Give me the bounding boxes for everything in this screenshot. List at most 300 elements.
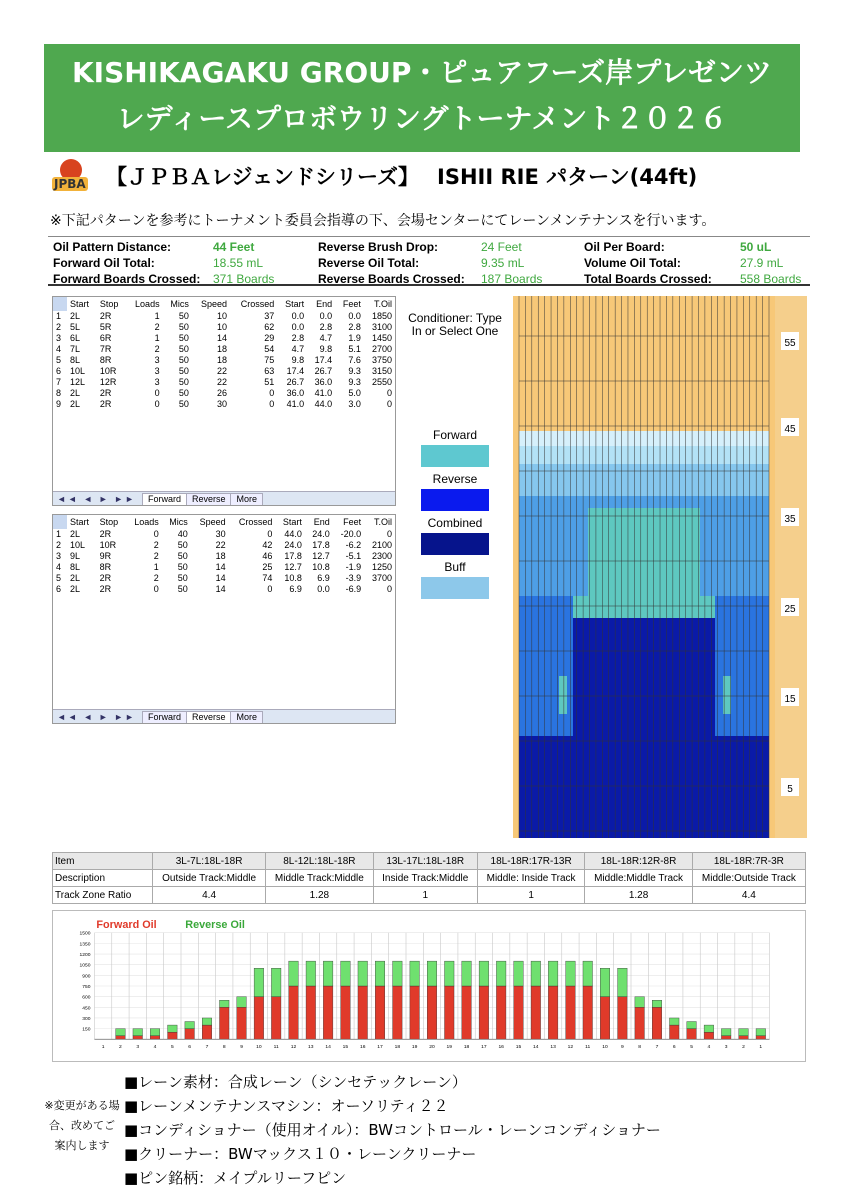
forward-oil-bar	[237, 1007, 247, 1039]
sheet-nav-arrows[interactable]: ◄◄ ◄ ► ►►	[57, 493, 136, 504]
table-cell[interactable]: 41.0	[314, 388, 333, 398]
table-cell[interactable]: 0.0	[319, 311, 333, 321]
forward-oil-bar	[168, 1032, 178, 1039]
table-cell[interactable]: 9.8	[291, 355, 305, 365]
table-cell: Item	[53, 853, 153, 870]
tab-forward[interactable]: Forward	[142, 711, 187, 723]
table-row[interactable]	[53, 573, 395, 584]
table-cell[interactable]: 50	[177, 584, 188, 594]
column-header: End	[307, 297, 335, 311]
table-cell[interactable]: 10.8	[284, 573, 302, 583]
reverse-tabbar	[53, 709, 395, 723]
reverse-table	[53, 515, 395, 595]
table-cell[interactable]: 50	[178, 311, 189, 321]
reverse-oil-bar	[756, 1029, 766, 1036]
table-row[interactable]	[53, 333, 395, 344]
table-cell[interactable]: 0	[386, 388, 392, 398]
reverse-oil-bar	[445, 961, 455, 986]
table-cell[interactable]: 5.1	[348, 344, 361, 354]
select-all-corner[interactable]	[53, 515, 67, 529]
table-cell[interactable]: 3.0	[348, 399, 361, 409]
table-cell: 4.4	[692, 887, 805, 904]
table-cell[interactable]: 12L	[70, 377, 86, 387]
forward-oil-bar	[462, 986, 472, 1039]
reverse-oil-bar	[150, 1029, 160, 1036]
table-header-row	[53, 515, 395, 529]
table-cell[interactable]: 2L	[70, 311, 81, 321]
table-cell[interactable]: 6L	[70, 333, 81, 343]
table-cell[interactable]: 36.0	[286, 388, 305, 398]
reverse-oil-bar	[202, 1018, 212, 1025]
table-cell[interactable]: 10	[217, 311, 228, 321]
column-header: Stop	[97, 515, 126, 529]
table-cell[interactable]: 5	[56, 355, 62, 365]
conditioner-select[interactable]: Conditioner: Type In or Select One	[408, 311, 502, 338]
table-cell[interactable]: 26	[217, 388, 228, 398]
table-cell[interactable]: 41.0	[286, 399, 305, 409]
table-cell: 18L-18R:12R-8R	[585, 853, 692, 870]
sheet-nav-arrows[interactable]: ◄◄ ◄ ► ►►	[57, 711, 136, 722]
table-cell[interactable]: 0	[153, 529, 159, 539]
table-cell[interactable]: 10L	[70, 366, 86, 376]
table-cell[interactable]: 18	[215, 551, 226, 561]
x-tick-label: 10	[602, 1045, 608, 1051]
ruler-label: 5	[787, 784, 793, 795]
table-cell[interactable]: 3	[154, 377, 160, 387]
table-cell[interactable]: 7L	[70, 344, 81, 354]
table-cell[interactable]: 50	[178, 355, 189, 365]
forward-oil-bar	[687, 1029, 697, 1040]
tab-more[interactable]: More	[230, 711, 263, 723]
table-cell[interactable]: 26.7	[286, 377, 305, 387]
forward-oil-bar	[116, 1036, 126, 1040]
forward-oil-bar	[323, 986, 333, 1039]
table-cell[interactable]: 2R	[99, 311, 112, 321]
table-cell[interactable]: 50	[178, 366, 189, 376]
legend-reverse-oil: Reverse Oil	[185, 918, 245, 931]
table-cell: 8L-12L:18L-18R	[266, 853, 373, 870]
table-cell[interactable]: 10R	[99, 540, 117, 550]
table-cell[interactable]: 0	[386, 399, 392, 409]
table-cell[interactable]: 10R	[99, 366, 117, 376]
x-tick-label: 19	[446, 1045, 453, 1051]
table-cell[interactable]: 2.8	[348, 322, 361, 332]
table-cell[interactable]: 25	[262, 562, 273, 572]
table-cell[interactable]: 0.0	[348, 311, 361, 321]
table-cell[interactable]: 4	[56, 562, 62, 572]
table-row[interactable]	[53, 311, 395, 322]
table-cell[interactable]: 2	[153, 540, 159, 550]
table-cell: Middle: Inside Track	[477, 870, 584, 887]
reverse-oil-bar	[341, 961, 351, 986]
select-all-corner[interactable]	[53, 297, 67, 311]
forward-oil-bar	[254, 997, 264, 1040]
logo-text: JPBA	[54, 177, 86, 191]
ruler-label: 15	[784, 694, 796, 705]
reverse-oil-bar	[185, 1022, 195, 1029]
x-tick-label: 18	[463, 1045, 470, 1051]
stat-label: Reverse Oil Total:	[318, 256, 420, 270]
title-line-2: レディースプロボウリングトーナメント２０２６	[116, 102, 728, 135]
table-cell: 4.4	[153, 887, 266, 904]
legend-item-label: Buff	[444, 560, 466, 574]
table-cell: Inside Track:Middle	[373, 870, 477, 887]
table-cell[interactable]: 37	[264, 311, 275, 321]
forward-oil-bar	[566, 986, 576, 1039]
table-cell[interactable]: 18	[217, 344, 228, 354]
forward-zone	[573, 596, 715, 618]
oil-stats	[48, 236, 810, 286]
x-tick-label: 7	[205, 1045, 209, 1051]
table-cell[interactable]: 9	[56, 399, 62, 409]
reverse-oil-bar	[479, 961, 489, 986]
table-cell[interactable]: 22	[215, 540, 226, 550]
table-cell[interactable]: 2R	[99, 584, 112, 594]
reverse-oil-bar	[116, 1029, 126, 1036]
table-cell[interactable]: 8R	[99, 562, 112, 572]
table-cell[interactable]: 26.7	[314, 366, 333, 376]
table-cell[interactable]: 7R	[99, 344, 112, 354]
y-tick-label: 300	[82, 1016, 91, 1022]
tab-more[interactable]: More	[230, 493, 263, 505]
table-cell[interactable]: -3.9	[345, 573, 362, 583]
table-cell[interactable]: 8L	[70, 355, 81, 365]
stat-label: Oil Per Board:	[584, 240, 665, 254]
reverse-oil-bar	[306, 961, 316, 986]
table-cell[interactable]: 0	[386, 584, 392, 594]
table-cell[interactable]: 50	[177, 540, 188, 550]
table-cell[interactable]: 2L	[70, 529, 81, 539]
ruler-label: 25	[784, 604, 796, 615]
table-cell[interactable]: 2.8	[319, 322, 333, 332]
table-cell: 18L-18R:17R-13R	[477, 853, 584, 870]
stat-value: 18.55 mL	[213, 256, 264, 270]
table-cell[interactable]: 6	[56, 584, 62, 594]
table-row[interactable]	[53, 562, 395, 573]
table-cell[interactable]: 0.0	[291, 311, 305, 321]
forward-oil-bar	[583, 986, 593, 1039]
table-cell[interactable]: 8R	[99, 355, 112, 365]
table-row[interactable]	[53, 366, 395, 377]
table-cell[interactable]: 2L	[70, 584, 81, 594]
x-tick-label: 10	[256, 1045, 262, 1051]
table-cell[interactable]: 7.6	[348, 355, 361, 365]
table-cell[interactable]: 4.7	[291, 344, 305, 354]
table-cell[interactable]: 17.8	[312, 540, 330, 550]
x-tick-label: 2	[119, 1045, 122, 1051]
table-cell[interactable]: 1250	[371, 562, 392, 572]
table-cell[interactable]: 0	[153, 584, 159, 594]
table-cell[interactable]: 2100	[371, 540, 392, 550]
table-cell[interactable]: 6R	[99, 333, 112, 343]
legend-item-label: Combined	[427, 516, 483, 530]
table-cell[interactable]: 3750	[371, 355, 392, 365]
forward-swatch	[421, 445, 489, 467]
x-tick-label: 14	[533, 1045, 539, 1051]
y-tick-label: 900	[82, 974, 91, 980]
forward-zone	[588, 508, 700, 598]
reverse-oil-bar	[566, 961, 576, 986]
table-cell[interactable]: 17.4	[314, 355, 333, 365]
reverse-oil-bar	[583, 961, 593, 986]
table-row	[53, 887, 806, 904]
stat-value: 44 Feet	[213, 240, 255, 254]
table-cell[interactable]: 0.0	[317, 584, 330, 594]
table-cell[interactable]: 22	[217, 366, 228, 376]
table-cell[interactable]: 30	[215, 529, 226, 539]
table-cell[interactable]: 10L	[70, 540, 86, 550]
table-row[interactable]	[53, 399, 395, 410]
table-cell[interactable]: 8	[56, 388, 62, 398]
forward-oil-bar	[185, 1029, 195, 1040]
table-cell[interactable]: 3	[154, 355, 160, 365]
table-cell[interactable]: 2L	[70, 573, 81, 583]
table-cell[interactable]: 24.0	[284, 540, 302, 550]
table-cell[interactable]: -20.0	[340, 529, 362, 539]
forward-oil-bar	[133, 1036, 143, 1040]
table-cell[interactable]: 6.9	[317, 573, 330, 583]
table-cell[interactable]: 2R	[99, 573, 112, 583]
table-cell[interactable]: 75	[264, 355, 275, 365]
table-cell[interactable]: 2R	[99, 388, 112, 398]
spec-cleaner: ■クリーナー：BWマックス１０・レーンクリーナー	[124, 1145, 477, 1163]
table-cell[interactable]: 9L	[70, 551, 81, 561]
table-row[interactable]	[53, 322, 395, 333]
table-cell[interactable]: 1	[153, 562, 159, 572]
table-cell[interactable]: 0	[386, 529, 392, 539]
table-row[interactable]	[53, 551, 395, 562]
table-cell[interactable]: 29	[264, 333, 275, 343]
stat-value: 27.9 mL	[740, 256, 784, 270]
table-cell[interactable]: 2	[56, 322, 62, 332]
table-cell[interactable]: 2L	[70, 388, 81, 398]
table-row[interactable]	[53, 388, 395, 399]
table-cell[interactable]: -6.2	[345, 540, 362, 550]
reverse-oil-bar	[670, 1018, 680, 1025]
reverse-oil-bar	[635, 997, 645, 1008]
x-tick-label: 6	[188, 1045, 192, 1051]
table-cell[interactable]: 0	[267, 529, 273, 539]
table-cell[interactable]: 2R	[99, 399, 112, 409]
table-cell[interactable]: 2R	[99, 529, 112, 539]
table-cell[interactable]: 2.8	[291, 333, 305, 343]
y-tick-label: 600	[82, 995, 91, 1001]
table-cell: 13L-17L:18L-18R	[373, 853, 477, 870]
table-row[interactable]	[53, 355, 395, 366]
y-tick-label: 1200	[79, 953, 91, 958]
spec-machine: ■レーンメンテナンスマシン：オーソリティ２２	[124, 1097, 449, 1115]
x-tick-label: 19	[411, 1045, 418, 1051]
table-cell[interactable]: 0	[154, 399, 160, 409]
y-tick-label: 1050	[79, 963, 91, 969]
table-cell[interactable]: 14	[215, 573, 226, 583]
table-cell[interactable]: 1	[154, 333, 160, 343]
table-cell[interactable]: 50	[177, 551, 188, 561]
table-cell[interactable]: 50	[178, 344, 189, 354]
column-header: T.Oil	[364, 515, 395, 529]
table-cell[interactable]: 5	[56, 573, 62, 583]
table-cell[interactable]: 7	[56, 377, 62, 387]
table-row[interactable]	[53, 584, 395, 595]
tab-reverse[interactable]: Reverse	[186, 711, 232, 723]
column-header: T.Oil	[364, 297, 395, 311]
x-tick-label: 18	[394, 1045, 401, 1051]
table-cell[interactable]: 50	[178, 399, 189, 409]
x-tick-label: 2	[742, 1045, 745, 1051]
tab-reverse[interactable]: Reverse	[186, 493, 232, 505]
table-cell[interactable]: 9.3	[348, 366, 361, 376]
table-cell[interactable]: 8L	[70, 562, 81, 572]
tab-forward[interactable]: Forward	[142, 493, 187, 505]
table-cell[interactable]: 14	[217, 333, 228, 343]
x-tick-label: 3	[136, 1045, 140, 1051]
table-cell: 1.28	[585, 887, 692, 904]
table-cell[interactable]: 2	[154, 344, 160, 354]
table-cell[interactable]: 2	[153, 573, 159, 583]
table-row[interactable]	[53, 529, 395, 540]
table-cell[interactable]: 9.3	[348, 377, 361, 387]
table-cell[interactable]: -5.1	[345, 551, 362, 561]
table-cell[interactable]: 1	[56, 529, 62, 539]
reverse-oil-bar	[652, 1000, 662, 1007]
table-cell[interactable]: 2L	[70, 399, 81, 409]
table-cell[interactable]: 50	[178, 388, 189, 398]
reverse-oil-bar	[514, 961, 524, 986]
table-cell[interactable]: 2550	[371, 377, 392, 387]
table-row[interactable]	[53, 540, 395, 551]
table-cell[interactable]: 3700	[371, 573, 392, 583]
table-cell: Description	[53, 870, 153, 887]
forward-oil-bar	[548, 986, 558, 1039]
table-cell[interactable]: 42	[262, 540, 273, 550]
table-cell[interactable]: 1850	[371, 311, 392, 321]
table-cell[interactable]: 3	[56, 333, 62, 343]
table-cell[interactable]: 44.0	[284, 529, 302, 539]
table-cell[interactable]: 9.8	[319, 344, 333, 354]
y-tick-label: 450	[82, 1006, 91, 1012]
table-cell[interactable]: 1450	[371, 333, 392, 343]
table-cell[interactable]: 40	[177, 529, 188, 539]
x-tick-label: 16	[359, 1045, 366, 1051]
table-cell[interactable]: 1	[56, 311, 62, 321]
table-cell[interactable]: 63	[264, 366, 275, 376]
forward-oil-bar	[306, 986, 316, 1039]
table-cell[interactable]: 36.0	[314, 377, 333, 387]
x-tick-label: 20	[429, 1045, 435, 1051]
combined-zone	[573, 596, 715, 838]
table-cell[interactable]: 10.8	[312, 562, 330, 572]
x-tick-label: 9	[620, 1045, 624, 1051]
table-cell[interactable]: 24.0	[312, 529, 330, 539]
table-cell[interactable]: 12.7	[284, 562, 302, 572]
table-cell[interactable]: 1.9	[348, 333, 361, 343]
table-cell[interactable]: 2	[154, 322, 160, 332]
table-cell[interactable]: 0.0	[291, 322, 305, 332]
table-cell[interactable]: 18	[217, 355, 228, 365]
table-cell[interactable]: 4	[56, 344, 62, 354]
table-cell[interactable]: 0	[267, 584, 273, 594]
table-cell[interactable]: 10	[217, 322, 228, 332]
table-cell[interactable]: 4.7	[319, 333, 333, 343]
table-cell[interactable]: 50	[177, 573, 188, 583]
table-cell[interactable]: 2300	[371, 551, 392, 561]
reverse-oil-bar	[133, 1029, 143, 1036]
table-cell[interactable]: 62	[264, 322, 275, 332]
table-cell[interactable]: 5L	[70, 322, 81, 332]
stat-label: Reverse Brush Drop:	[318, 240, 439, 254]
table-cell[interactable]: 0	[269, 388, 275, 398]
table-cell[interactable]: 9R	[99, 551, 112, 561]
table-cell[interactable]: 44.0	[314, 399, 333, 409]
table-cell: 1	[373, 887, 477, 904]
table-cell[interactable]: 3150	[371, 366, 392, 376]
x-tick-label: 4	[153, 1045, 157, 1051]
table-cell[interactable]: 30	[217, 399, 228, 409]
table-cell[interactable]: 51	[264, 377, 275, 387]
spec-conditioner: ■コンディショナー（使用オイル）：BWコントロール・レーンコンディショナー	[124, 1121, 661, 1139]
forward-table	[53, 297, 395, 410]
reverse-oil-bar	[358, 961, 368, 986]
table-cell[interactable]: 6	[56, 366, 62, 376]
legend-item-label: Reverse	[432, 472, 478, 486]
table-cell[interactable]: 2700	[371, 344, 392, 354]
table-cell[interactable]: -1.9	[345, 562, 362, 572]
table-cell[interactable]: 3100	[371, 322, 392, 332]
table-cell[interactable]: -6.9	[345, 584, 362, 594]
reverse-oil-bar	[687, 1022, 697, 1029]
x-tick-label: 11	[585, 1045, 591, 1051]
table-cell[interactable]: 54	[264, 344, 275, 354]
table-cell[interactable]: 17.4	[286, 366, 305, 376]
forward-oil-bar	[375, 986, 385, 1039]
forward-oil-bar	[721, 1036, 731, 1040]
table-cell[interactable]: 12.7	[312, 551, 330, 561]
forward-zone	[559, 676, 567, 714]
table-cell[interactable]: 5.0	[348, 388, 361, 398]
table-cell[interactable]: 22	[217, 377, 228, 387]
column-header: Start	[277, 297, 307, 311]
reverse-oil-bar	[410, 961, 420, 986]
table-cell[interactable]: 0	[269, 399, 275, 409]
table-cell[interactable]: 50	[178, 377, 189, 387]
table-cell[interactable]: 46	[262, 551, 273, 561]
table-cell[interactable]: 2	[56, 540, 62, 550]
table-cell[interactable]: 5R	[99, 322, 112, 332]
table-cell[interactable]: 74	[262, 573, 273, 583]
x-tick-label: 17	[377, 1045, 383, 1051]
table-cell[interactable]: 3	[154, 366, 160, 376]
table-cell[interactable]: 2	[153, 551, 159, 561]
table-cell[interactable]: 12R	[99, 377, 117, 387]
table-row[interactable]	[53, 377, 395, 388]
table-cell[interactable]: 0	[154, 388, 160, 398]
table-cell[interactable]: 50	[178, 333, 189, 343]
table-cell[interactable]: 14	[215, 562, 226, 572]
table-cell[interactable]: 50	[178, 322, 189, 332]
reverse-oil-bar	[531, 961, 541, 986]
table-cell[interactable]: 6.9	[289, 584, 302, 594]
table-cell[interactable]: 50	[177, 562, 188, 572]
table-cell[interactable]: 3	[56, 551, 62, 561]
track-zone-table	[52, 852, 806, 904]
table-cell[interactable]: 14	[215, 584, 226, 594]
buff-swatch	[421, 577, 489, 599]
table-row[interactable]	[53, 344, 395, 355]
ruler-strip	[778, 296, 807, 838]
table-cell[interactable]: 1	[154, 311, 160, 321]
y-tick-label: 150	[82, 1027, 91, 1033]
table-cell[interactable]: 17.8	[284, 551, 302, 561]
